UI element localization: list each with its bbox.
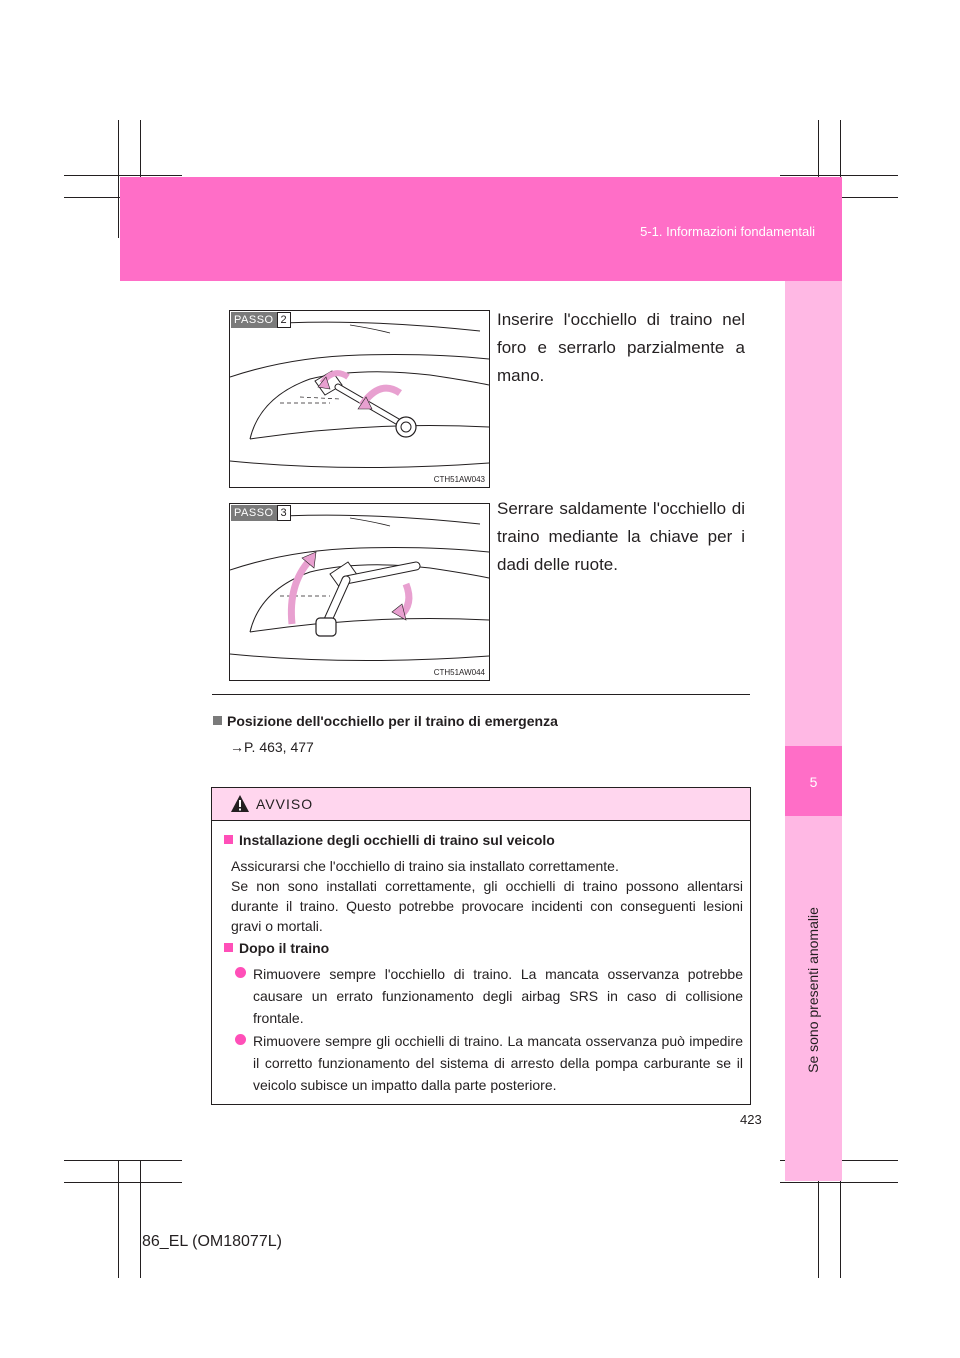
chapter-number: 5 [809, 774, 818, 790]
passo-label: PASSO [231, 505, 277, 521]
warning-header [212, 788, 750, 821]
warning-section-1-heading [224, 832, 555, 848]
section-title: 5-1. Informazioni fondamentali [640, 224, 815, 239]
warning-section-2-heading [224, 940, 329, 956]
round-bullet-icon [235, 967, 246, 978]
warning-box [211, 787, 751, 1105]
warning-bullet [235, 963, 743, 1029]
square-bullet-icon [213, 716, 222, 725]
step-3-text: Serrare saldamente l'occhiello di traino mediante la chiave per i dadi delle ruote. [497, 499, 745, 574]
crop-mark [118, 1160, 119, 1278]
square-bullet-icon [224, 943, 233, 952]
crop-mark [780, 1182, 898, 1183]
crop-mark [118, 120, 119, 238]
crop-mark [140, 1160, 141, 1278]
note-heading [213, 713, 558, 729]
crop-mark [780, 175, 898, 176]
passo-label: PASSO [231, 312, 277, 328]
warning-section-1-text-2: Se non sono installati correttamente, gli occhielli di traino possono allentarsi durante il traino. Questo potrebbe provocare incidenti con conseguenti lesioni gravi o mortali. [231, 878, 743, 934]
crop-mark [64, 175, 182, 176]
step-3-badge [231, 505, 291, 521]
warning-triangle-icon [230, 794, 250, 813]
round-bullet-icon [235, 1034, 246, 1045]
step-2-figure [229, 310, 490, 488]
step-3-figure [229, 503, 490, 681]
footer-code: 86_EL (OM18077L) [142, 1233, 282, 1250]
square-bullet-icon [224, 835, 233, 844]
step-2-text: Inserire l'occhiello di traino nel foro e serrarlo parzialmente a mano. [497, 310, 745, 385]
figure-code: CTH51AW044 [433, 668, 485, 677]
warning-title: AVVISO [256, 796, 314, 812]
warning-section-1-text: Assicurarsi che l'occhiello di traino sia installato correttamente. [231, 858, 619, 874]
passo-number: 3 [277, 505, 291, 521]
step-2-badge [231, 312, 291, 328]
towing-eye-insert-illustration [230, 311, 489, 487]
chapter-label: Se sono presenti anomalie [805, 907, 821, 1073]
page-reference: →P. 463, 477 [230, 739, 314, 755]
page-number: 423 [740, 1112, 762, 1127]
chapter-number-tab [785, 746, 842, 816]
warning-bullet-text: Rimuovere sempre gli occhielli di traino. La mancata osservanza può impedire il corretto funzionamento del sistema di arresto della pompa carburante se il veicolo subisce un impatto dalla parte posteriore. [253, 1033, 743, 1093]
warning-bullet [235, 1030, 743, 1096]
warning-section-2-title: Dopo il traino [239, 940, 330, 956]
figure-code: CTH51AW043 [433, 475, 485, 484]
warning-section-1-title: Installazione degli occhielli di traino sul veicolo [239, 832, 555, 848]
crop-mark [64, 1182, 182, 1183]
section-divider [212, 694, 750, 695]
note-heading-text: Posizione dell'occhiello per il traino di emergenza [227, 713, 558, 729]
passo-number: 2 [277, 312, 291, 328]
wheel-wrench-tighten-illustration [230, 504, 489, 680]
crop-mark [64, 1160, 182, 1161]
warning-bullet-text: Rimuovere sempre l'occhiello di traino. La mancata osservanza potrebbe causare un errato funzionamento degli airbag SRS in caso di collisione frontale. [253, 966, 743, 1026]
